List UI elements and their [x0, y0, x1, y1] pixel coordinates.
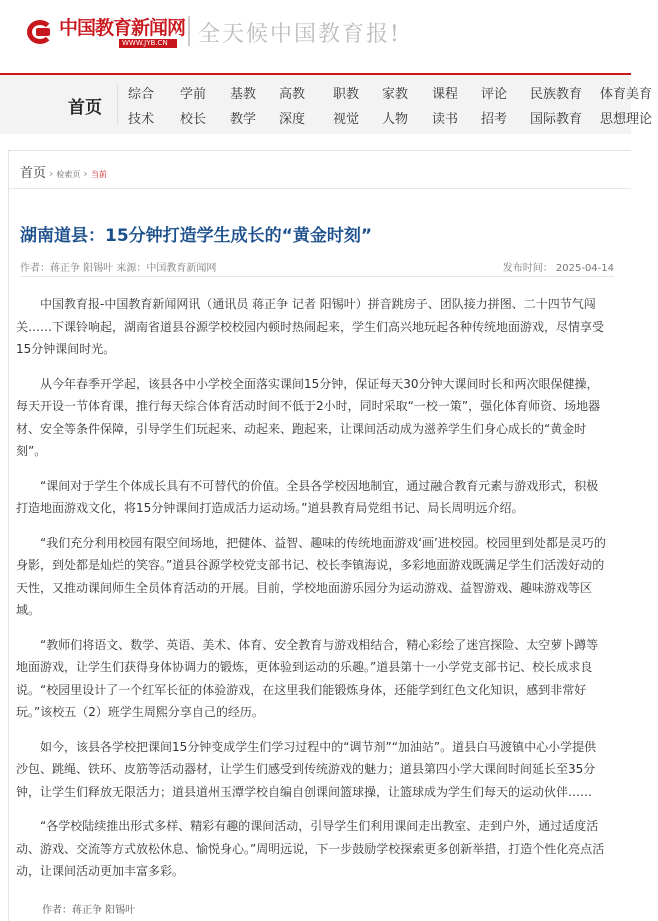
- nav-item[interactable]: 综合: [128, 87, 155, 102]
- breadcrumb-current: 当前: [90, 170, 107, 179]
- nav-item[interactable]: 视觉: [333, 112, 360, 127]
- article-paragraph: 从今年春季开学起，该县各中小学校全面落实课间15分钟，保证每天30分钟大课间时长和两次眼保健操，每天开设一节体育课，推行每天综合体育活动时间不低于2小时，同时采取“一校一策”，强化体育师资、场地器材、安全等条件保障，引导学生们玩起来、动起来、跑起来，让课间活动成为滋养学生们身心成长的“黄金时刻”。: [16, 376, 601, 458]
- article-paragraph: “教师们将语文、数学、英语、美术、体育、安全教育与游戏相结合，精心彩绘了迷宫探险、太空萝卜蹲等地面游戏，让学生们获得身体协调力的锻炼，更体验到运动的乐趣。”道县第十一小学党支部书记、校长成求良说。“校园里设计了一个红军长征的体验游戏，在这里我们能锻炼身体，还能学到红色文化知识，感到非常好玩。”该校五（2）班学生周熙分享自己的经历。: [16, 637, 599, 719]
- nav-item[interactable]: 基教: [230, 87, 257, 102]
- nav-item[interactable]: 课程: [432, 87, 459, 102]
- article-card: [8, 150, 631, 921]
- article-byline: 作者：蒋正争 阳锡叶 来源：中国教育新闻网: [20, 263, 217, 274]
- nav-item[interactable]: 思想理论: [600, 112, 653, 127]
- breadcrumb-level2[interactable]: 检索页: [56, 170, 81, 179]
- meta-divider: [20, 276, 614, 277]
- breadcrumb: [20, 162, 107, 181]
- nav-row-1: [128, 83, 658, 102]
- breadcrumb-separator: ›: [49, 167, 54, 180]
- logo-url: WWW.JYB.CN: [119, 39, 177, 48]
- breadcrumb-home[interactable]: 首页: [20, 166, 47, 181]
- nav-item[interactable]: 职教: [333, 87, 360, 102]
- nav-item[interactable]: 人物: [382, 112, 409, 127]
- article-paragraph: “我们充分利用校园有限空间场地，把健体、益智、趣味的传统地面游戏‘画’进校园。校园里到处都是灵巧的身影，到处都是灿烂的笑容。”道县谷源学校党支部书记、校长李镇海说，多彩地面游戏既满足学生们活泼好动的天性，又推动课间师生全员体育活动的开展。目前，学校地面游乐园分为运动游戏、益智游戏、趣味游戏等区域。: [16, 535, 606, 617]
- logo-emblem-icon: [27, 18, 55, 46]
- article-paragraph: “各学校陆续推出形式多样、精彩有趣的课间活动，引导学生们利用课间走出教室、走到户外，通过适度活动、游戏、交流等方式放松休息、愉悦身心。”周明远说，下一步鼓励学校探索更多创新举措，打造个性化亮点活动，让课间活动更加丰富多彩。: [16, 819, 605, 878]
- nav-item[interactable]: 教学: [230, 112, 257, 127]
- article-title: 湖南道县：15分钟打造学生成长的“黄金时刻”: [20, 226, 373, 246]
- nav-item[interactable]: 评论: [481, 87, 508, 102]
- nav-item[interactable]: 校长: [180, 112, 207, 127]
- article-paragraph: “课间对于学生个体成长具有不可替代的价值。全县各学校因地制宜，通过融合教育元素与游戏形式，积极打造地面游戏文化，将15分钟课间打造成活力运动场。”道县教育局党组书记、局长周明远介绍。: [16, 478, 599, 515]
- nav-item[interactable]: 高教: [279, 87, 306, 102]
- article-footer-author: 作者：蒋正争 阳锡叶: [42, 905, 136, 916]
- breadcrumb-divider: [9, 188, 631, 189]
- nav-home-link[interactable]: 首页: [68, 98, 102, 118]
- nav-item[interactable]: 家教: [382, 87, 409, 102]
- breadcrumb-separator: ›: [83, 167, 88, 180]
- nav-item[interactable]: 民族教育: [530, 87, 583, 102]
- nav-item[interactable]: 学前: [180, 87, 207, 102]
- article-publish-time: 发布时间： 2025-04-14: [502, 263, 614, 274]
- nav-item[interactable]: 读书: [432, 112, 459, 127]
- logo-text: 中国教育新闻网: [59, 16, 186, 39]
- nav-row-2: [128, 108, 658, 127]
- nav-item[interactable]: 国际教育: [530, 112, 583, 127]
- article-paragraph: 中国教育报-中国教育新闻网讯（通讯员 蒋正争 记者 阳锡叶）拼音跳房子、团队接力拼图、二十四节气闯关……下课铃响起，湖南省道县谷源学校校园内顿时热闹起来，学生们高兴地玩起各种传统地面游戏，尽情享受15分钟课间时光。: [16, 297, 605, 356]
- article-paragraph: 如今，该县各学校把课间15分钟变成学生们学习过程中的“调节剂”“加油站”。道县白马渡镇中心小学提供沙包、跳绳、铁环、皮筋等活动器材，让学生们感受到传统游戏的魅力；道县第四小学大课间时间延长至35分钟，让学生们释放无限活力；道县道州玉潭学校自编自创课间篮球操，让篮球成为学生们每天的运动伙伴……: [16, 739, 597, 799]
- nav-item[interactable]: 体育美育: [600, 87, 653, 102]
- article-body: [16, 293, 608, 895]
- nav-item[interactable]: 招考: [481, 112, 508, 127]
- nav-item[interactable]: 深度: [279, 112, 306, 127]
- header-divider: [188, 16, 190, 46]
- nav-divider: [117, 85, 118, 125]
- main-nav: [0, 73, 653, 134]
- header-slogan: 全天候中国教育报!: [198, 22, 401, 47]
- site-logo[interactable]: [27, 14, 185, 50]
- nav-item[interactable]: 技术: [128, 112, 155, 127]
- site-header: [0, 0, 631, 74]
